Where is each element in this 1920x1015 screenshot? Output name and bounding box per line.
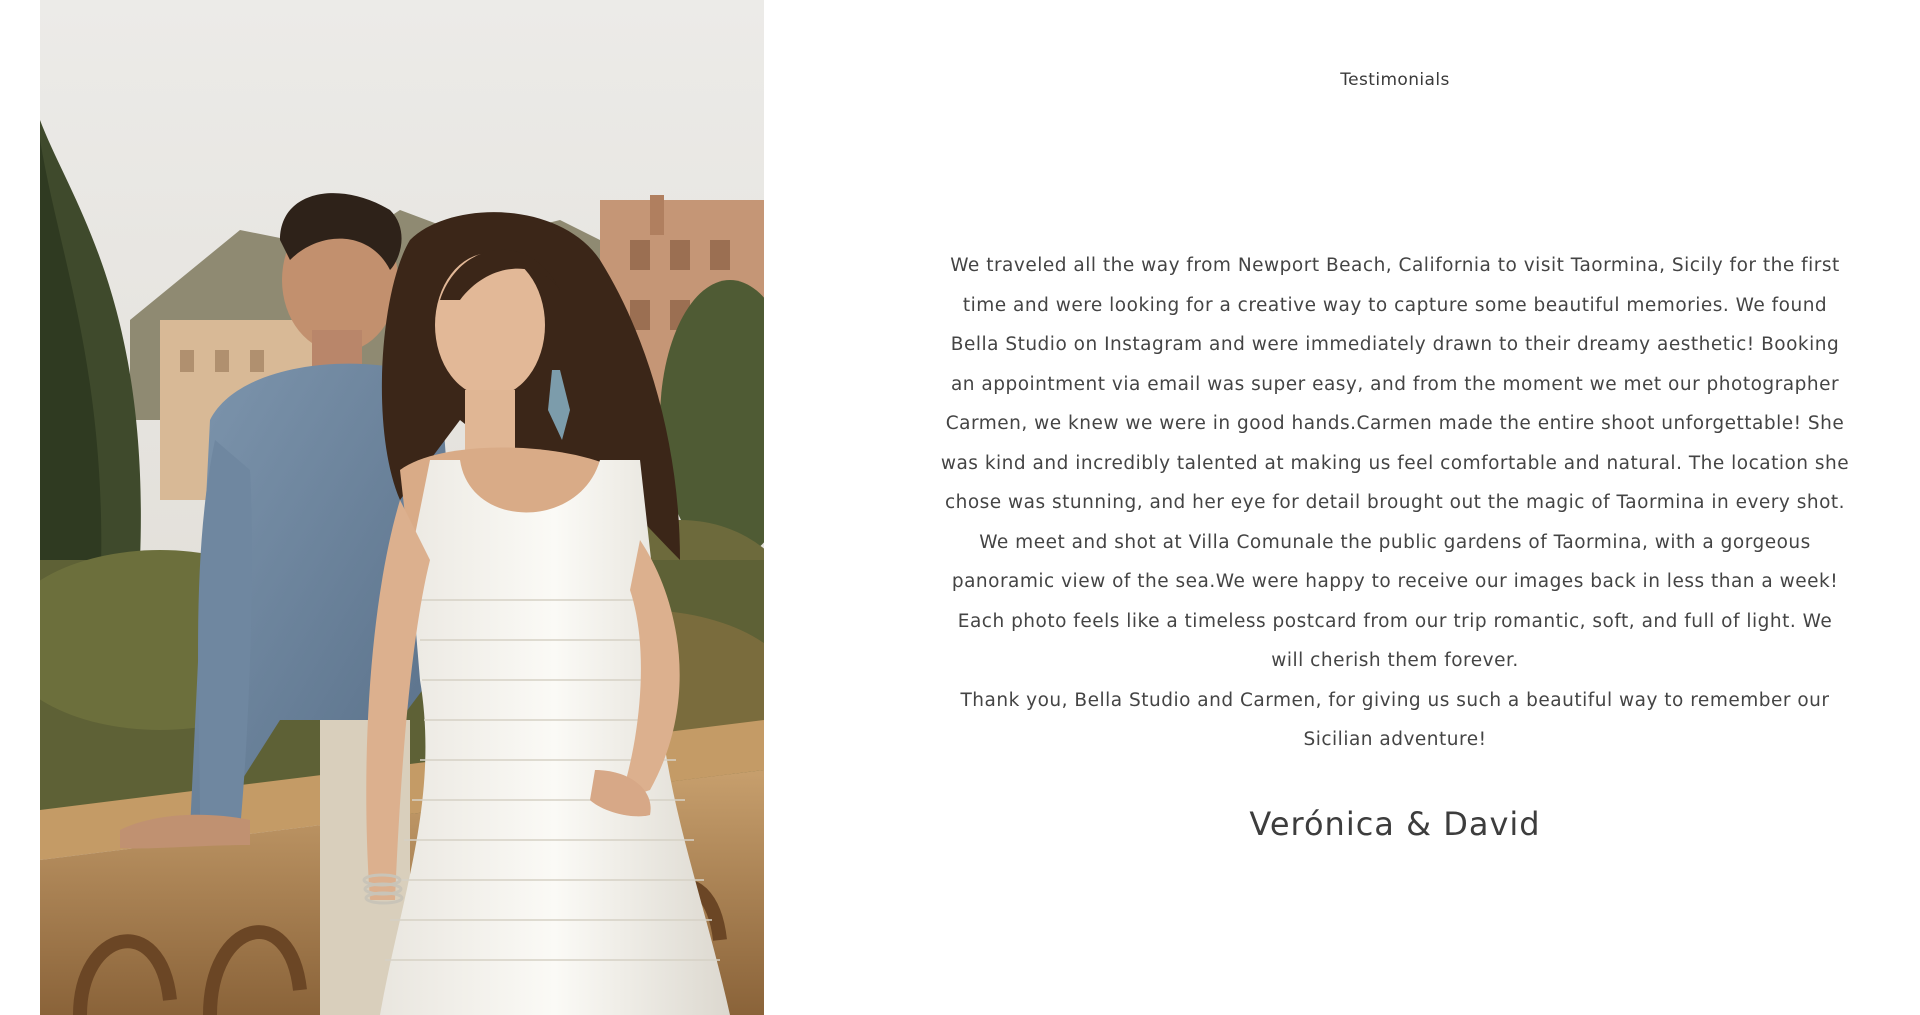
- testimonial-quote: [940, 246, 1850, 760]
- couple-portrait-photo: [40, 0, 764, 1015]
- testimonial-author: Verónica & David: [1249, 805, 1541, 843]
- testimonial-section: [940, 0, 1850, 1015]
- testimonial-paragraph: Thank you, Bella Studio and Carmen, for giving us such a beautiful way to remember our Sicilian adventure!: [960, 689, 1830, 750]
- testimonial-paragraph: We traveled all the way from Newport Beach, California to visit Taormina, Sicily for the first time and were looking for a creative way to capture some beautiful memories. We found Bella Studio on Instagram and were immediately drawn to their dreamy aesthetic! Booking an appointment via email was super easy, and from the moment we met our photographer Carmen, we knew we were in good hands.Carmen made the entire shoot unforgettable! She was kind and incredibly talented at making us feel comfortable and natural. The location she chose was stunning, and her eye for detail brought out the magic of Taormina in every shot. We meet and shot at Villa Comunale the public gardens of Taormina, with a gorgeous panoramic view of the sea.We were happy to receive our images back in less than a week! Each photo feels like a timeless postcard from our trip romantic, soft, and full of light. We will cherish them forever.: [940, 255, 1850, 671]
- couple-photo-illustration: [40, 0, 764, 1015]
- section-title: Testimonials: [1340, 70, 1450, 90]
